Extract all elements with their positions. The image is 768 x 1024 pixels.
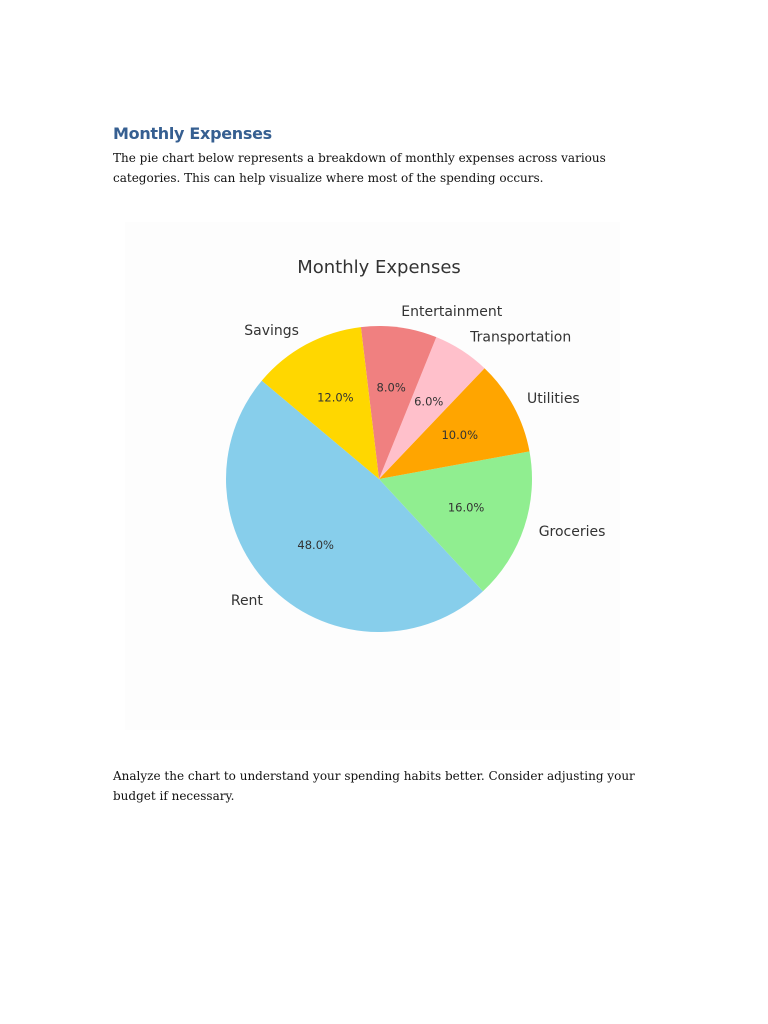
slice-label-savings: Savings	[244, 322, 299, 339]
slice-value-transportation: 6.0%	[414, 394, 444, 409]
intro-paragraph: The pie chart below represents a breakdown of monthly expenses across various categories. This can help visualize where most of the spending occurs.	[113, 151, 606, 185]
pie-chart-svg	[125, 222, 620, 730]
slice-label-entertainment: Entertainment	[401, 304, 503, 321]
slice-label-transportation: Transportation	[470, 329, 572, 346]
slice-value-savings: 12.0%	[317, 390, 354, 405]
slice-label-utilities: Utilities	[527, 390, 580, 407]
slice-label-rent: Rent	[230, 592, 263, 609]
slice-value-utilities: 10.0%	[441, 427, 479, 442]
slice-label-groceries: Groceries	[538, 524, 606, 541]
page-heading: Monthly Expenses	[113, 124, 272, 143]
pie-slices	[226, 326, 532, 632]
slice-value-groceries: 16.0%	[447, 500, 485, 515]
pie-chart-figure	[125, 222, 620, 730]
outro-paragraph: Analyze the chart to understand your spending habits better. Consider adjusting your budget if necessary.	[113, 769, 635, 803]
chart-title: Monthly Expenses	[297, 257, 461, 278]
slice-value-entertainment: 8.0%	[376, 380, 406, 395]
slice-value-rent: 48.0%	[297, 537, 334, 552]
